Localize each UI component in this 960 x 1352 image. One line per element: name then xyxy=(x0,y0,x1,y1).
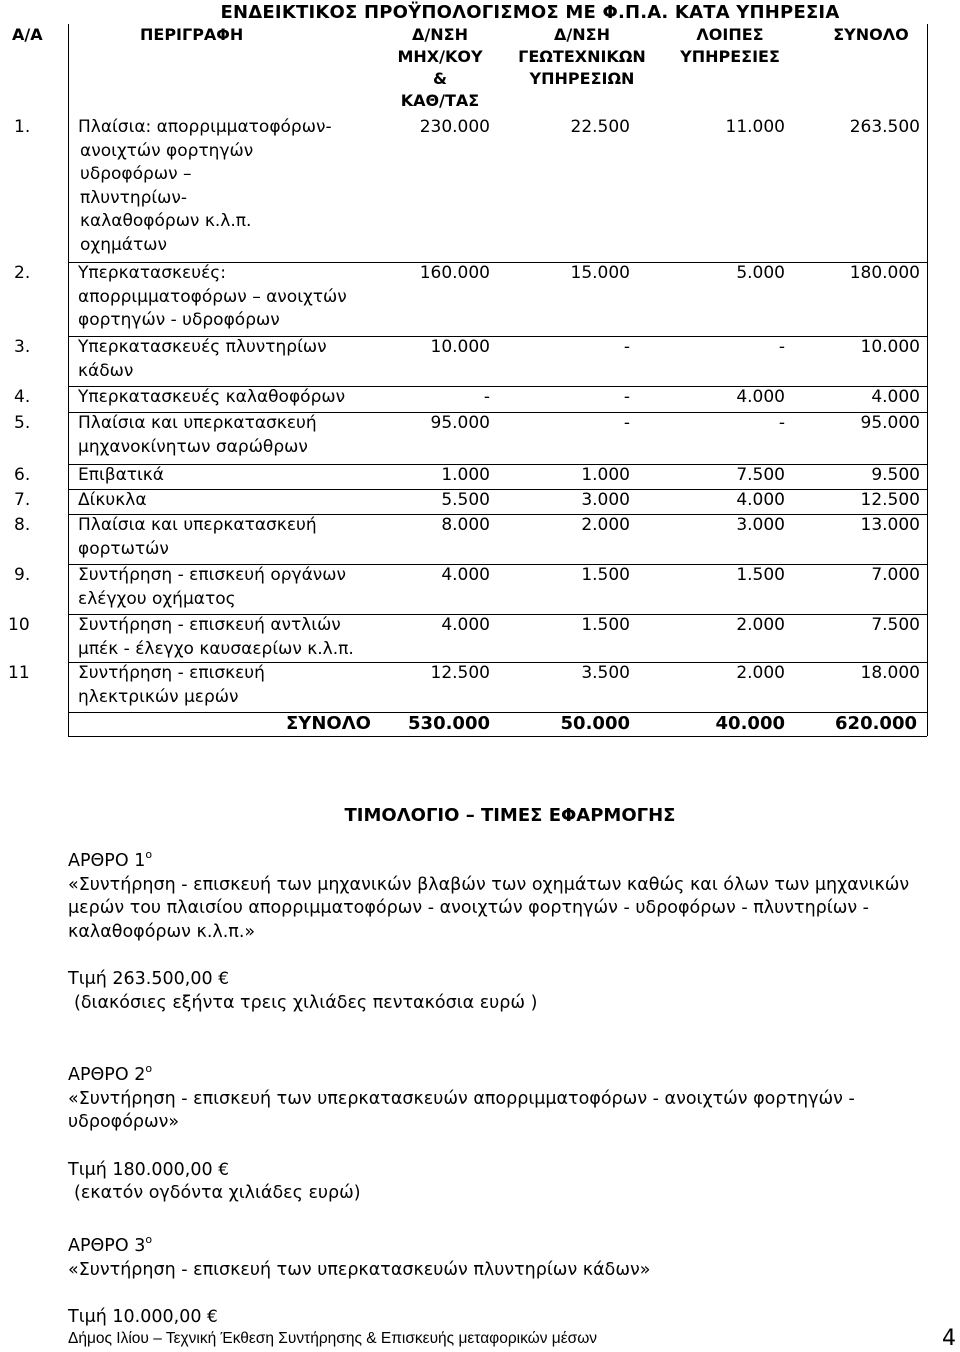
row-value-v1: 5.500 xyxy=(441,490,490,510)
row-value-v4: 7.500 xyxy=(871,615,920,635)
row-value-v4: 10.000 xyxy=(860,337,920,357)
row-value-v3: 4.000 xyxy=(736,490,785,510)
row-value-v4: 95.000 xyxy=(860,413,920,433)
row-value-v2: 1.500 xyxy=(581,615,630,635)
row-description: απορριμματοφόρων – ανοιχτών xyxy=(78,286,347,307)
row-value-v1: 95.000 xyxy=(430,413,490,433)
row-value-v3: - xyxy=(778,337,785,357)
row-value-v4: 13.000 xyxy=(860,515,920,535)
row-value-v2: 2.000 xyxy=(581,515,630,535)
total-value-v2: 50.000 xyxy=(560,713,630,734)
article-text-line: «Συντήρηση - επισκευή των μηχανικών βλαβών των οχημάτων καθώς και όλων των μηχανικών xyxy=(68,874,910,895)
row-description: οχημάτων xyxy=(80,234,167,255)
header-col1: ΜΗΧ/ΚΟΥ xyxy=(397,47,483,66)
row-value-v3: 7.500 xyxy=(736,465,785,485)
row-description: ελέγχου οχήματος xyxy=(78,588,236,609)
row-value-v2: - xyxy=(623,387,630,407)
table-border-right xyxy=(927,24,928,736)
total-value-v4: 620.000 xyxy=(835,713,917,734)
euro-sign: € xyxy=(218,969,230,989)
row-number: 5. xyxy=(14,413,31,433)
header-aa: Α/Α xyxy=(12,25,43,44)
row-description: Υπερκατασκευές: xyxy=(78,263,226,283)
article-heading: ΑΡΘΡΟ $1^o$ xyxy=(68,848,153,871)
table-border-left xyxy=(68,24,69,736)
row-description: Συντήρηση - επισκευή xyxy=(78,663,265,683)
row-value-v2: 3.000 xyxy=(581,490,630,510)
row-number: 1. xyxy=(14,117,31,137)
row-number: 4. xyxy=(14,387,31,407)
row-value-v1: 10.000 xyxy=(430,337,490,357)
row-number: 9. xyxy=(14,565,31,585)
total-value-v1: 530.000 xyxy=(408,713,490,734)
page-footer: Δήμος Ιλίου – Τεχνική Έκθεση Συντήρησης & Επισκευής μεταφορικών μέσων xyxy=(68,1330,598,1347)
total-label: ΣΥΝΟΛΟ xyxy=(286,713,371,734)
row-value-v3: 11.000 xyxy=(725,117,785,137)
row-value-v3: 2.000 xyxy=(736,663,785,683)
article-price-words: (διακόσιες εξήντα τρεις χιλιάδες πεντακόσια ευρώ ) xyxy=(74,992,538,1013)
row-value-v1: - xyxy=(483,387,490,407)
header-col2: ΓΕΩΤΕΧΝΙΚΩΝ xyxy=(518,47,646,66)
total-value-v3: 40.000 xyxy=(715,713,785,734)
document-title: ΕΝΔΕΙΚΤΙΚΟΣ ΠΡΟΫΠΟΛΟΓΙΣΜΟΣ ΜΕ Φ.Π.Α. ΚΑΤΑ ΥΠΗΡΕΣΙΑ xyxy=(220,2,840,23)
article-text-line: «Συντήρηση - επισκευή των υπερκατασκευών απορριμματοφόρων - ανοιχτών φορτηγών - xyxy=(68,1088,855,1109)
row-description: Πλαίσια και υπερκατασκευή xyxy=(78,515,317,535)
row-description: Συντήρηση - επισκευή αντλιών xyxy=(78,615,341,635)
row-description: καλαθοφόρων κ.λ.π. xyxy=(80,211,252,231)
row-value-v1: 12.500 xyxy=(430,663,490,683)
row-description: φορτηγών - υδροφόρων xyxy=(78,310,280,330)
row-value-v4: 18.000 xyxy=(860,663,920,683)
row-number: 11 xyxy=(8,663,30,683)
header-col3: ΛΟΙΠΕΣ xyxy=(696,25,764,44)
row-number: 2. xyxy=(14,263,31,283)
pricing-title: ΤΙΜΟΛΟΓΙΟ – ΤΙΜΕΣ ΕΦΑΡΜΟΓΗΣ xyxy=(344,805,676,826)
budget-table xyxy=(0,24,960,736)
row-description: Δίκυκλα xyxy=(78,490,147,510)
row-value-v3: 5.000 xyxy=(736,263,785,283)
row-description: Συντήρηση - επισκευή οργάνων xyxy=(78,565,346,585)
row-description: ανοιχτών φορτηγών xyxy=(80,140,254,161)
row-value-v2: 1.000 xyxy=(581,465,630,485)
euro-sign: € xyxy=(207,1307,218,1327)
row-value-v1: 1.000 xyxy=(441,465,490,485)
header-col1: & xyxy=(433,69,447,88)
row-description: ηλεκτρικών μερών xyxy=(78,686,239,707)
row-number: 3. xyxy=(14,337,31,357)
row-description: Πλαίσια και υπερκατασκευή xyxy=(78,413,317,433)
row-value-v4: 263.500 xyxy=(849,117,920,137)
row-value-v2: - xyxy=(623,337,630,357)
row-description: Υπερκατασκευές καλαθοφόρων xyxy=(78,387,346,407)
article-3 xyxy=(68,1228,938,1330)
row-description: πλυντηρίων- xyxy=(80,187,188,208)
row-value-v1: 8.000 xyxy=(441,515,490,535)
article-price-words: (εκατόν ογδόντα χιλιάδες ευρώ) xyxy=(74,1183,361,1203)
row-value-v4: 12.500 xyxy=(860,490,920,510)
article-1 xyxy=(68,843,938,1015)
article-2 xyxy=(68,1057,938,1206)
row-value-v4: 7.000 xyxy=(871,565,920,585)
row-description: μπέκ - έλεγχο καυσαερίων κ.λ.π. xyxy=(78,638,354,659)
row-value-v4: 180.000 xyxy=(849,263,920,283)
row-description: Επιβατικά xyxy=(78,465,164,485)
row-description: υδροφόρων – xyxy=(80,164,192,184)
row-description: φορτωτών xyxy=(78,538,169,559)
row-value-v2: 22.500 xyxy=(570,117,630,137)
header-col3: ΥΠΗΡΕΣΙΕΣ xyxy=(680,47,780,66)
row-value-v1: 230.000 xyxy=(419,117,490,137)
header-col1: ΚΑΘ/ΤΑΣ xyxy=(400,91,480,110)
row-value-v2: - xyxy=(623,413,630,433)
article-heading: ΑΡΘΡΟ $3^o$ xyxy=(68,1233,153,1256)
row-number: 10 xyxy=(8,615,30,635)
row-value-v3: - xyxy=(778,413,785,433)
row-value-v2: 3.500 xyxy=(581,663,630,683)
row-value-v3: 4.000 xyxy=(736,387,785,407)
table-border-bottom xyxy=(68,736,927,737)
article-text-line: «Συντήρηση - επισκευή των υπερκατασκευών πλυντηρίων κάδων» xyxy=(68,1259,651,1280)
article-heading: ΑΡΘΡΟ $2^o$ xyxy=(68,1062,153,1085)
article-text-line: μερών του πλαισίου απορριμματοφόρων - ανοιχτών φορτηγών - υδροφόρων - πλυντηρίων - xyxy=(68,898,870,918)
row-value-v2: 15.000 xyxy=(570,263,630,283)
row-value-v2: 1.500 xyxy=(581,565,630,585)
header-col1: Δ/ΝΣΗ xyxy=(412,25,468,44)
page-number: 4 xyxy=(942,1326,956,1351)
row-value-v3: 1.500 xyxy=(736,565,785,585)
row-value-v3: 3.000 xyxy=(736,515,785,535)
row-value-v3: 2.000 xyxy=(736,615,785,635)
row-description: Πλαίσια: απορριμματοφόρων- xyxy=(78,117,332,137)
header-col2: Δ/ΝΣΗ xyxy=(554,25,610,44)
header-col2: ΥΠΗΡΕΣΙΩΝ xyxy=(529,69,635,88)
header-description: ΠΕΡΙΓΡΑΦΗ xyxy=(140,25,244,44)
euro-sign: € xyxy=(218,1159,230,1180)
header-col4: ΣΥΝΟΛΟ xyxy=(833,25,909,44)
row-value-v1: 160.000 xyxy=(419,263,490,283)
article-price: Τιμή 180.000,00 € xyxy=(68,1159,230,1180)
article-price: Τιμή 263.500,00 € xyxy=(68,969,230,989)
row-description: Υπερκατασκευές πλυντηρίων xyxy=(78,337,327,357)
row-value-v4: 4.000 xyxy=(871,387,920,407)
row-value-v1: 4.000 xyxy=(441,565,490,585)
row-value-v1: 4.000 xyxy=(441,615,490,635)
row-description: μηχανοκίνητων σαρώθρων xyxy=(78,436,308,457)
row-description: κάδων xyxy=(78,360,134,381)
article-text-line: υδροφόρων» xyxy=(68,1112,180,1132)
row-value-v4: 9.500 xyxy=(871,465,920,485)
article-price: Τιμή 10.000,00 € xyxy=(68,1307,218,1327)
row-number: 7. xyxy=(14,490,31,510)
article-text-line: καλαθοφόρων κ.λ.π.» xyxy=(68,921,256,942)
row-number: 8. xyxy=(14,515,31,535)
row-number: 6. xyxy=(14,465,31,485)
